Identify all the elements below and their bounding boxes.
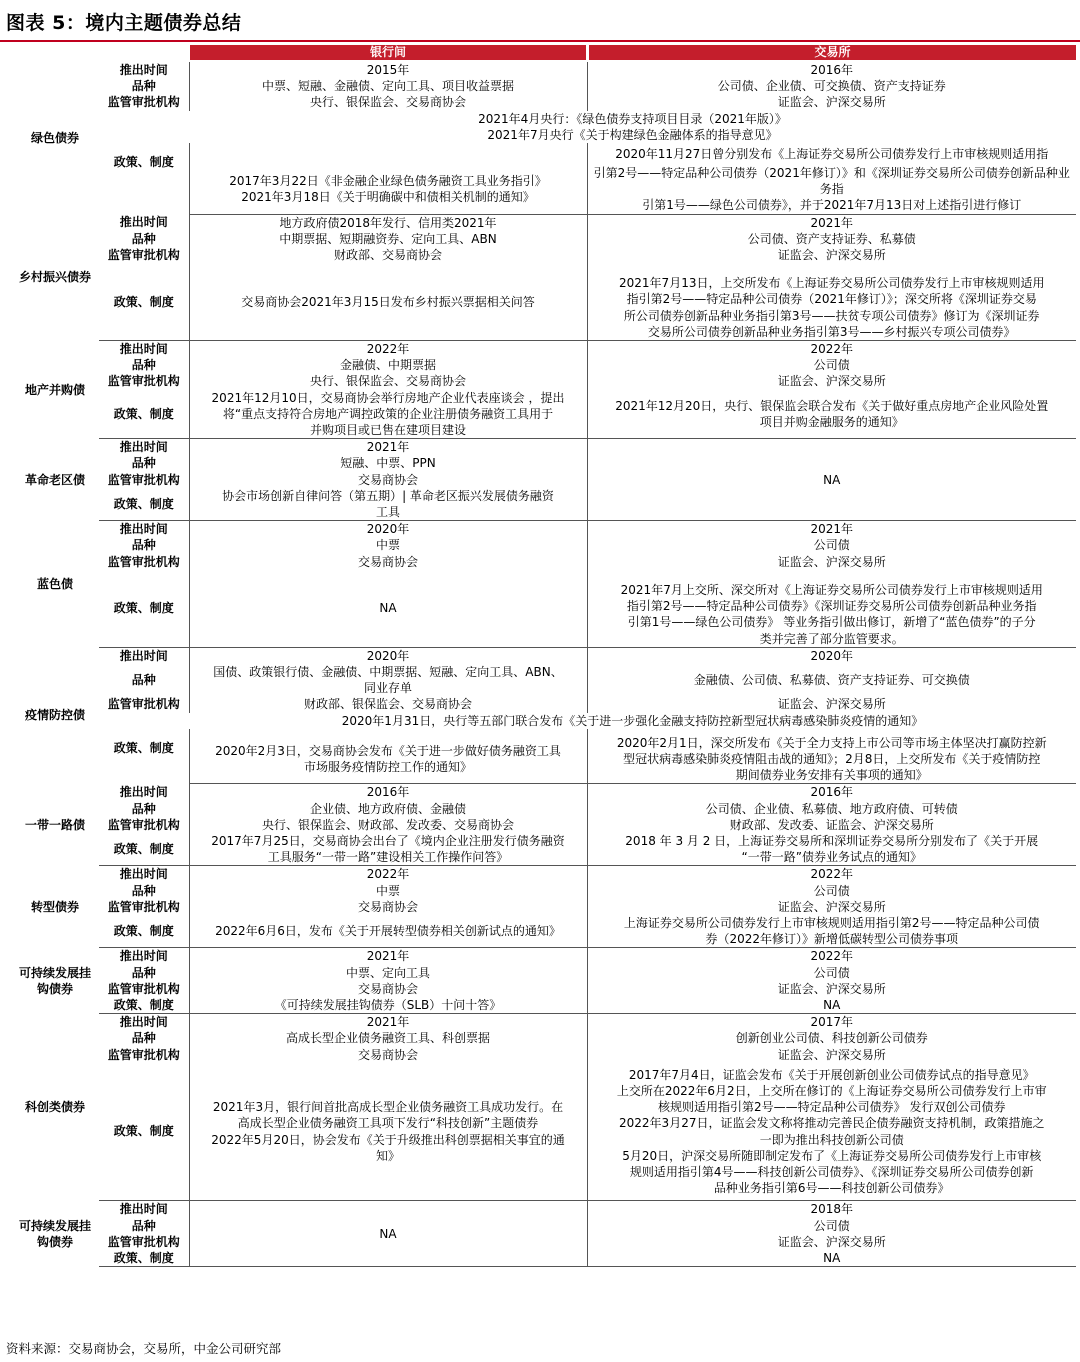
policy-line: 指引第2号——特定品种公司债券》《深圳证券交易所公司债券创新品种业务指 <box>626 599 1037 614</box>
bank-variety: 企业债、地方政府债、金融债 <box>189 801 587 817</box>
bank-regulator: 财政部、银保监会、交易商协会 <box>189 696 587 712</box>
label-time: 推出时间 <box>119 648 168 663</box>
exchange-policy <box>587 263 1076 340</box>
category-slb-2 <box>11 1201 99 1267</box>
label-variety: 品种 <box>131 456 156 471</box>
bank-na: NA <box>189 1201 587 1267</box>
exchange-policy <box>587 1063 1076 1201</box>
label-variety: 品种 <box>131 965 156 980</box>
policy-line: 规则适用指引第4号——科技创新公司债券》、《深圳证券交易所公司债券创新 <box>629 1165 1034 1179</box>
policy-line: 上海证券交易所公司债券发行上市审核规则适用指引第2号——特定品种公司债 <box>623 915 1040 930</box>
exchange-regulator: 证监会、沪深交易所 <box>777 697 886 712</box>
bank-time: 2020年 <box>189 647 587 664</box>
exchange-time: 2018年 <box>810 1202 854 1217</box>
exchange-regulator: 证监会、沪深交易所 <box>777 95 886 110</box>
policy-line: 2021年12月10日，交易商协会举行房地产企业代表座谈会 ，提出 <box>211 390 565 405</box>
bank-policy: 2022年6月6日，发布《关于开展转型债券相关创新试点的通知》 <box>189 915 587 948</box>
category-blue: 蓝色债 <box>36 576 73 591</box>
label-variety: 品种 <box>131 801 156 816</box>
bank-policy <box>189 1063 587 1201</box>
exchange-time: 2016年 <box>810 785 854 800</box>
label-variety: 品种 <box>131 358 156 373</box>
bank-variety: 中期票据、短期融资券、定向工具、ABN <box>189 231 587 247</box>
exchange-time: 2021年 <box>810 522 854 537</box>
policy-line: 券（2022年修订）》新增低碳转型公司债券事项 <box>705 932 959 947</box>
header-exchange: 交易所 <box>589 45 1076 60</box>
policy-line: 2018 年 3 月 2 日，上海证券交易所和深圳证券交易所分别发布了《关于开展 <box>625 833 1039 848</box>
exchange-variety: 公司债 <box>813 538 850 553</box>
label-time: 推出时间 <box>119 1202 168 1217</box>
bank-regulator: 交易商协会 <box>189 899 587 915</box>
label-policy: 政策、制度 <box>99 1250 189 1267</box>
category-line: 可持续发展挂 <box>18 965 91 980</box>
exchange-variety: 公司债 <box>813 358 850 373</box>
label-policy: 政策、制度 <box>99 997 189 1014</box>
exchange-policy: NA <box>587 1250 1076 1267</box>
category-green: 绿色债券 <box>30 130 79 145</box>
policy-line: 所公司债券创新品种业务指引第3号——扶贫专项公司债券》修订为《深圳证券 <box>623 308 1040 323</box>
exchange-policy: NA <box>587 997 1076 1014</box>
policy-line: 5月20日，沪深交易所随即制定发布了《上海证券交易所公司债券发行上市审核 <box>622 1148 1042 1163</box>
label-policy: 政策、制度 <box>99 263 189 340</box>
policy-line: 核规则适用指引第2号——特定品种公司债券》 发行双创公司债券 <box>658 1100 1006 1115</box>
label-time: 推出时间 <box>119 440 168 455</box>
label-time: 推出时间 <box>119 342 168 357</box>
bank-variety: 金融债、中期票据 <box>189 357 587 373</box>
policy-line: 品种业务指引第6号——科技创新公司债券》 <box>713 1181 950 1196</box>
source-note: 资料来源：交易商协会，交易所，中金公司研究部 <box>6 1341 282 1356</box>
bank-time: 2021年 <box>189 1014 587 1031</box>
bank-policy: NA <box>189 570 587 647</box>
label-policy: 政策、制度 <box>99 1063 189 1201</box>
category-line: 钩债券 <box>36 981 73 996</box>
exchange-variety: 公司债、资产支持证券、私募债 <box>747 231 916 246</box>
label-policy: 政策、制度 <box>99 915 189 948</box>
exchange-policy <box>587 390 1076 439</box>
category-slb <box>11 948 99 1014</box>
bank-regulator: 央行、银保监会、财政部、发改委、交易商协会 <box>189 817 587 833</box>
exchange-regulator: 证监会、沪深交易所 <box>777 1234 886 1249</box>
title-rule <box>0 40 1080 42</box>
label-policy: 政策、制度 <box>99 570 189 647</box>
policy-line: 知》 <box>375 1148 400 1163</box>
label-time: 推出时间 <box>119 867 168 882</box>
bank-time: 2020年 <box>189 521 587 538</box>
bank-regulator: 交易商协会 <box>189 1047 587 1063</box>
policy-line: 引第1号——绿色公司债券》 等业务指引做出修订，新增了“蓝色债券”的子分 <box>627 615 1036 630</box>
policy-line: 项目并购金融服务的通知》 <box>759 414 904 429</box>
policy-line: 2017年3月22日《非金融企业绿色债务融资工具业务指引》 <box>229 174 547 189</box>
bank-policy <box>189 390 587 439</box>
bank-policy <box>189 833 587 866</box>
policy-line: 2021年7月上交所、深交所对《上海证券交易所公司债券发行上市审核规则适用 <box>620 582 1043 597</box>
common-policy: 2021年4月央行：《绿色债券支持项目目录（2021年版）》 <box>478 111 787 126</box>
bank-time: 2021年 <box>189 948 587 965</box>
bank-time: 2015年 <box>189 62 587 78</box>
exchange-na: NA <box>587 439 1076 521</box>
label-regulator: 监管审批机构 <box>107 95 180 110</box>
exchange-variety: 公司债 <box>813 965 850 980</box>
exchange-variety: 公司债、企业债、可交换债、资产支持证券 <box>717 79 946 94</box>
label-variety: 品种 <box>131 1031 156 1046</box>
policy-line: 引第2号——特定品种公司债券（2021年修订）》和《深圳证券交易所公司债券创新品种业务指 <box>593 166 1070 197</box>
exchange-policy <box>587 165 1076 214</box>
exchange-policy <box>587 570 1076 647</box>
bank-policy-spacer <box>189 143 587 165</box>
label-policy: 政策、制度 <box>99 833 189 866</box>
policy-line: 型冠状病毒感染肺炎疫情阻击战的通知》；2月8日，上交所发布《关于疫情防控 <box>623 751 1041 766</box>
exchange-variety: 创新创业公司债、科技创新公司债券 <box>735 1031 928 1046</box>
label-time: 推出时间 <box>119 949 168 964</box>
exchange-regulator: 证监会、沪深交易所 <box>777 899 886 914</box>
policy-line: 2021年3月18日《关于明确碳中和债相关机制的通知》 <box>241 190 535 205</box>
bank-policy: 交易商协会2021年3月15日发布乡村振兴票据相关问答 <box>189 263 587 340</box>
label-time: 推出时间 <box>119 1015 168 1030</box>
policy-line: 2020年2月3日，交易商协会发布《关于进一步做好债务融资工具 <box>215 743 561 758</box>
label-time: 推出时间 <box>119 63 168 77</box>
bank-variety <box>189 664 587 696</box>
bond-summary-table <box>11 62 1076 1267</box>
label-policy: 政策、制度 <box>99 390 189 439</box>
policy-line: 2022年3月27日，证监会发文称将推动完善民企债券融资支持机制，政策措施之 <box>619 1116 1045 1131</box>
label-variety: 品种 <box>131 883 156 898</box>
policy-line: 工具服务“一带一路”建设相关工作操作问答》 <box>267 850 509 865</box>
policy-line: 2021年12月20日，央行、银保监会联合发布《关于做好重点房地产企业风险处置 <box>615 398 1049 413</box>
bank-policy <box>189 729 587 784</box>
category-line: 可持续发展挂 <box>18 1218 91 1233</box>
exchange-regulator: 证监会、沪深交易所 <box>777 981 886 996</box>
bank-time: 2021年 <box>189 439 587 456</box>
header-bank: 银行间 <box>190 45 586 60</box>
category-rural: 乡村振兴债券 <box>18 270 91 285</box>
common-policy: 2020年1月31日，央行等五部门联合发布《关于进一步强化金融支持防控新型冠状病毒感染肺炎疫情的通知》 <box>341 713 924 728</box>
exchange-regulator: 证监会、沪深交易所 <box>777 554 886 569</box>
bank-policy <box>189 488 587 521</box>
exchange-regulator: 财政部、发改委、证监会、沪深交易所 <box>729 817 934 832</box>
label-regulator: 监管审批机构 <box>107 554 180 569</box>
exchange-time: 2020年 <box>810 648 854 663</box>
exchange-time: 2016年 <box>810 63 854 77</box>
bank-variety: 中票 <box>189 537 587 553</box>
label-regulator: 监管审批机构 <box>107 899 180 914</box>
label-policy: 政策、制度 <box>113 741 174 756</box>
bank-regulator: 央行、银保监会、交易商协会 <box>189 373 587 389</box>
category-epidemic: 疫情防控债 <box>24 708 85 723</box>
label-time: 推出时间 <box>119 215 168 230</box>
bank-time: 2022年 <box>189 866 587 883</box>
bank-variety: 高成长型企业债务融资工具、科创票据 <box>189 1030 587 1046</box>
exchange-time: 2022年 <box>810 949 854 964</box>
label-regulator: 监管审批机构 <box>107 697 180 712</box>
exchange-policy <box>587 833 1076 866</box>
exchange-policy <box>587 729 1076 784</box>
policy-line: 上交所在2022年6月2日，上交所在修订的《上海证券交易所公司债券发行上市审 <box>616 1083 1047 1098</box>
exchange-regulator: 证监会、沪深交易所 <box>777 1047 886 1062</box>
exchange-time: 2022年 <box>810 342 854 357</box>
bank-time: 2022年 <box>189 341 587 358</box>
exchange-regulator: 证监会、沪深交易所 <box>777 248 886 263</box>
label-regulator: 监管审批机构 <box>107 374 180 389</box>
policy-line: 引第1号——绿色公司债券》，并于2021年7月13日对上述指引进行修订 <box>642 198 1022 213</box>
policy-line: 类并完善了部分监管要求。 <box>759 631 904 646</box>
exchange-time: 2022年 <box>810 867 854 882</box>
policy-line: 2017年7月4日，证监会发布《关于开展创新创业公司债券试点的指导意见》 <box>628 1067 1035 1082</box>
policy-line: 协会市场创新自律问答（第五期）| 革命老区振兴发展债务融资 <box>222 488 554 503</box>
exchange-policy <box>587 915 1076 948</box>
bank-regulator: 交易商协会 <box>189 981 587 997</box>
bank-variety: 中票 <box>189 883 587 899</box>
exchange-regulator: 证监会、沪深交易所 <box>777 374 886 389</box>
bank-regulator: 交易商协会 <box>189 472 587 488</box>
variety-line: 国债、政策银行债、金融债、中期票据、短融、定向工具、ABN、 <box>213 664 563 679</box>
exchange-policy: 2020年11月27日曾分别发布《上海证券交易所公司债券发行上市审核规则适用指 <box>615 146 1049 161</box>
policy-line: 高成长型企业债务融资工具项下发行“科技创新”主题债券 <box>237 1116 539 1131</box>
label-variety: 品种 <box>131 79 156 94</box>
bank-regulator: 财政部、交易商协会 <box>189 247 587 263</box>
category-scitech: 科创类债券 <box>24 1100 85 1115</box>
bank-time: 地方政府债2018年发行、信用类2021年 <box>189 214 587 231</box>
bank-time: 2016年 <box>189 784 587 801</box>
label-policy: 政策、制度 <box>113 155 174 170</box>
policy-line: 指引第2号——特定品种公司债券（2021年修订）》；深交所将《深圳证券交易 <box>626 292 1037 307</box>
exchange-variety: 金融债、公司债、私募债、资产支持证券、可交换债 <box>693 673 970 687</box>
category-realestate: 地产并购债 <box>24 382 85 397</box>
label-variety: 品种 <box>131 231 156 246</box>
label-variety: 品种 <box>131 538 156 553</box>
bank-variety: 中票、定向工具 <box>189 965 587 981</box>
label-time: 推出时间 <box>119 785 168 800</box>
policy-line: 2021年7月13日，上交所发布《上海证券交易所公司债券发行上市审核规则适用 <box>619 276 1045 291</box>
label-regulator: 监管审批机构 <box>107 248 180 263</box>
policy-line: 期间债券业务安排有关事项的通知》 <box>735 768 928 783</box>
policy-line: 2022年5月20日，协会发布《关于升级推出科创票据相关事宜的通 <box>211 1132 565 1147</box>
table-row <box>11 62 1076 78</box>
policy-line: 将“重点支持符合房地产调控政策的企业注册债务融资工具用于 <box>222 406 554 421</box>
bank-policy: 《可持续发展挂钩债券（SLB）十问十答》 <box>189 997 587 1014</box>
label-policy: 政策、制度 <box>99 488 189 521</box>
category-line: 钩债券 <box>36 1234 73 1249</box>
policy-line: 2020年2月1日，深交所发布《关于全力支持上市公司等市场主体坚决打赢防控新 <box>616 735 1047 750</box>
policy-line: 2021年3月，银行间首批高成长型企业债务融资工具成功发行。在 <box>212 1100 564 1115</box>
exchange-time: 2021年 <box>810 215 854 230</box>
policy-line: 市场服务疫情防控工作的通知》 <box>303 760 472 775</box>
figure-title: 图表 5：境内主题债券总结 <box>6 12 242 34</box>
policy-line: 交易所公司债券创新品种业务指引第3号——乡村振兴专项公司债券》 <box>647 324 1016 339</box>
bank-variety: 短融、中票、PPN <box>189 455 587 471</box>
exchange-variety: 公司债、企业债、私募债、地方政府债、可转债 <box>705 801 958 816</box>
bank-policy <box>189 165 587 214</box>
label-regulator: 监管审批机构 <box>107 1047 180 1062</box>
variety-line: 同业存单 <box>363 681 412 696</box>
bank-regulator: 交易商协会 <box>189 554 587 570</box>
label-regulator: 监管审批机构 <box>107 1234 180 1249</box>
policy-line: 一即为推出科技创新公司债 <box>759 1132 904 1147</box>
exchange-variety: 公司债 <box>813 883 850 898</box>
category-transition: 转型债券 <box>30 899 79 914</box>
policy-line: 2017年7月25日，交易商协会出台了《境内企业注册发行债务融资 <box>211 833 565 848</box>
category-beltroad: 一带一路债 <box>24 817 85 832</box>
exchange-variety: 公司债 <box>813 1218 850 1233</box>
label-regulator: 监管审批机构 <box>107 472 180 487</box>
label-regulator: 监管审批机构 <box>107 981 180 996</box>
policy-line: “一带一路”债券业务试点的通知》 <box>741 850 922 865</box>
label-variety: 品种 <box>131 1218 156 1233</box>
bank-regulator: 央行、银保监会、交易商协会 <box>189 94 587 110</box>
policy-line: 并购项目或已售在建项目建设 <box>309 423 466 438</box>
label-variety: 品种 <box>131 673 156 687</box>
category-revolution: 革命老区债 <box>24 472 85 487</box>
common-policy: 2021年7月央行《关于构建绿色金融体系的指导意见》 <box>487 127 778 142</box>
policy-line: 工具 <box>375 505 400 520</box>
exchange-time: 2017年 <box>810 1015 854 1030</box>
label-time: 推出时间 <box>119 522 168 537</box>
bank-variety: 中票、短融、金融债、定向工具、项目收益票据 <box>189 78 587 94</box>
label-regulator: 监管审批机构 <box>107 817 180 832</box>
